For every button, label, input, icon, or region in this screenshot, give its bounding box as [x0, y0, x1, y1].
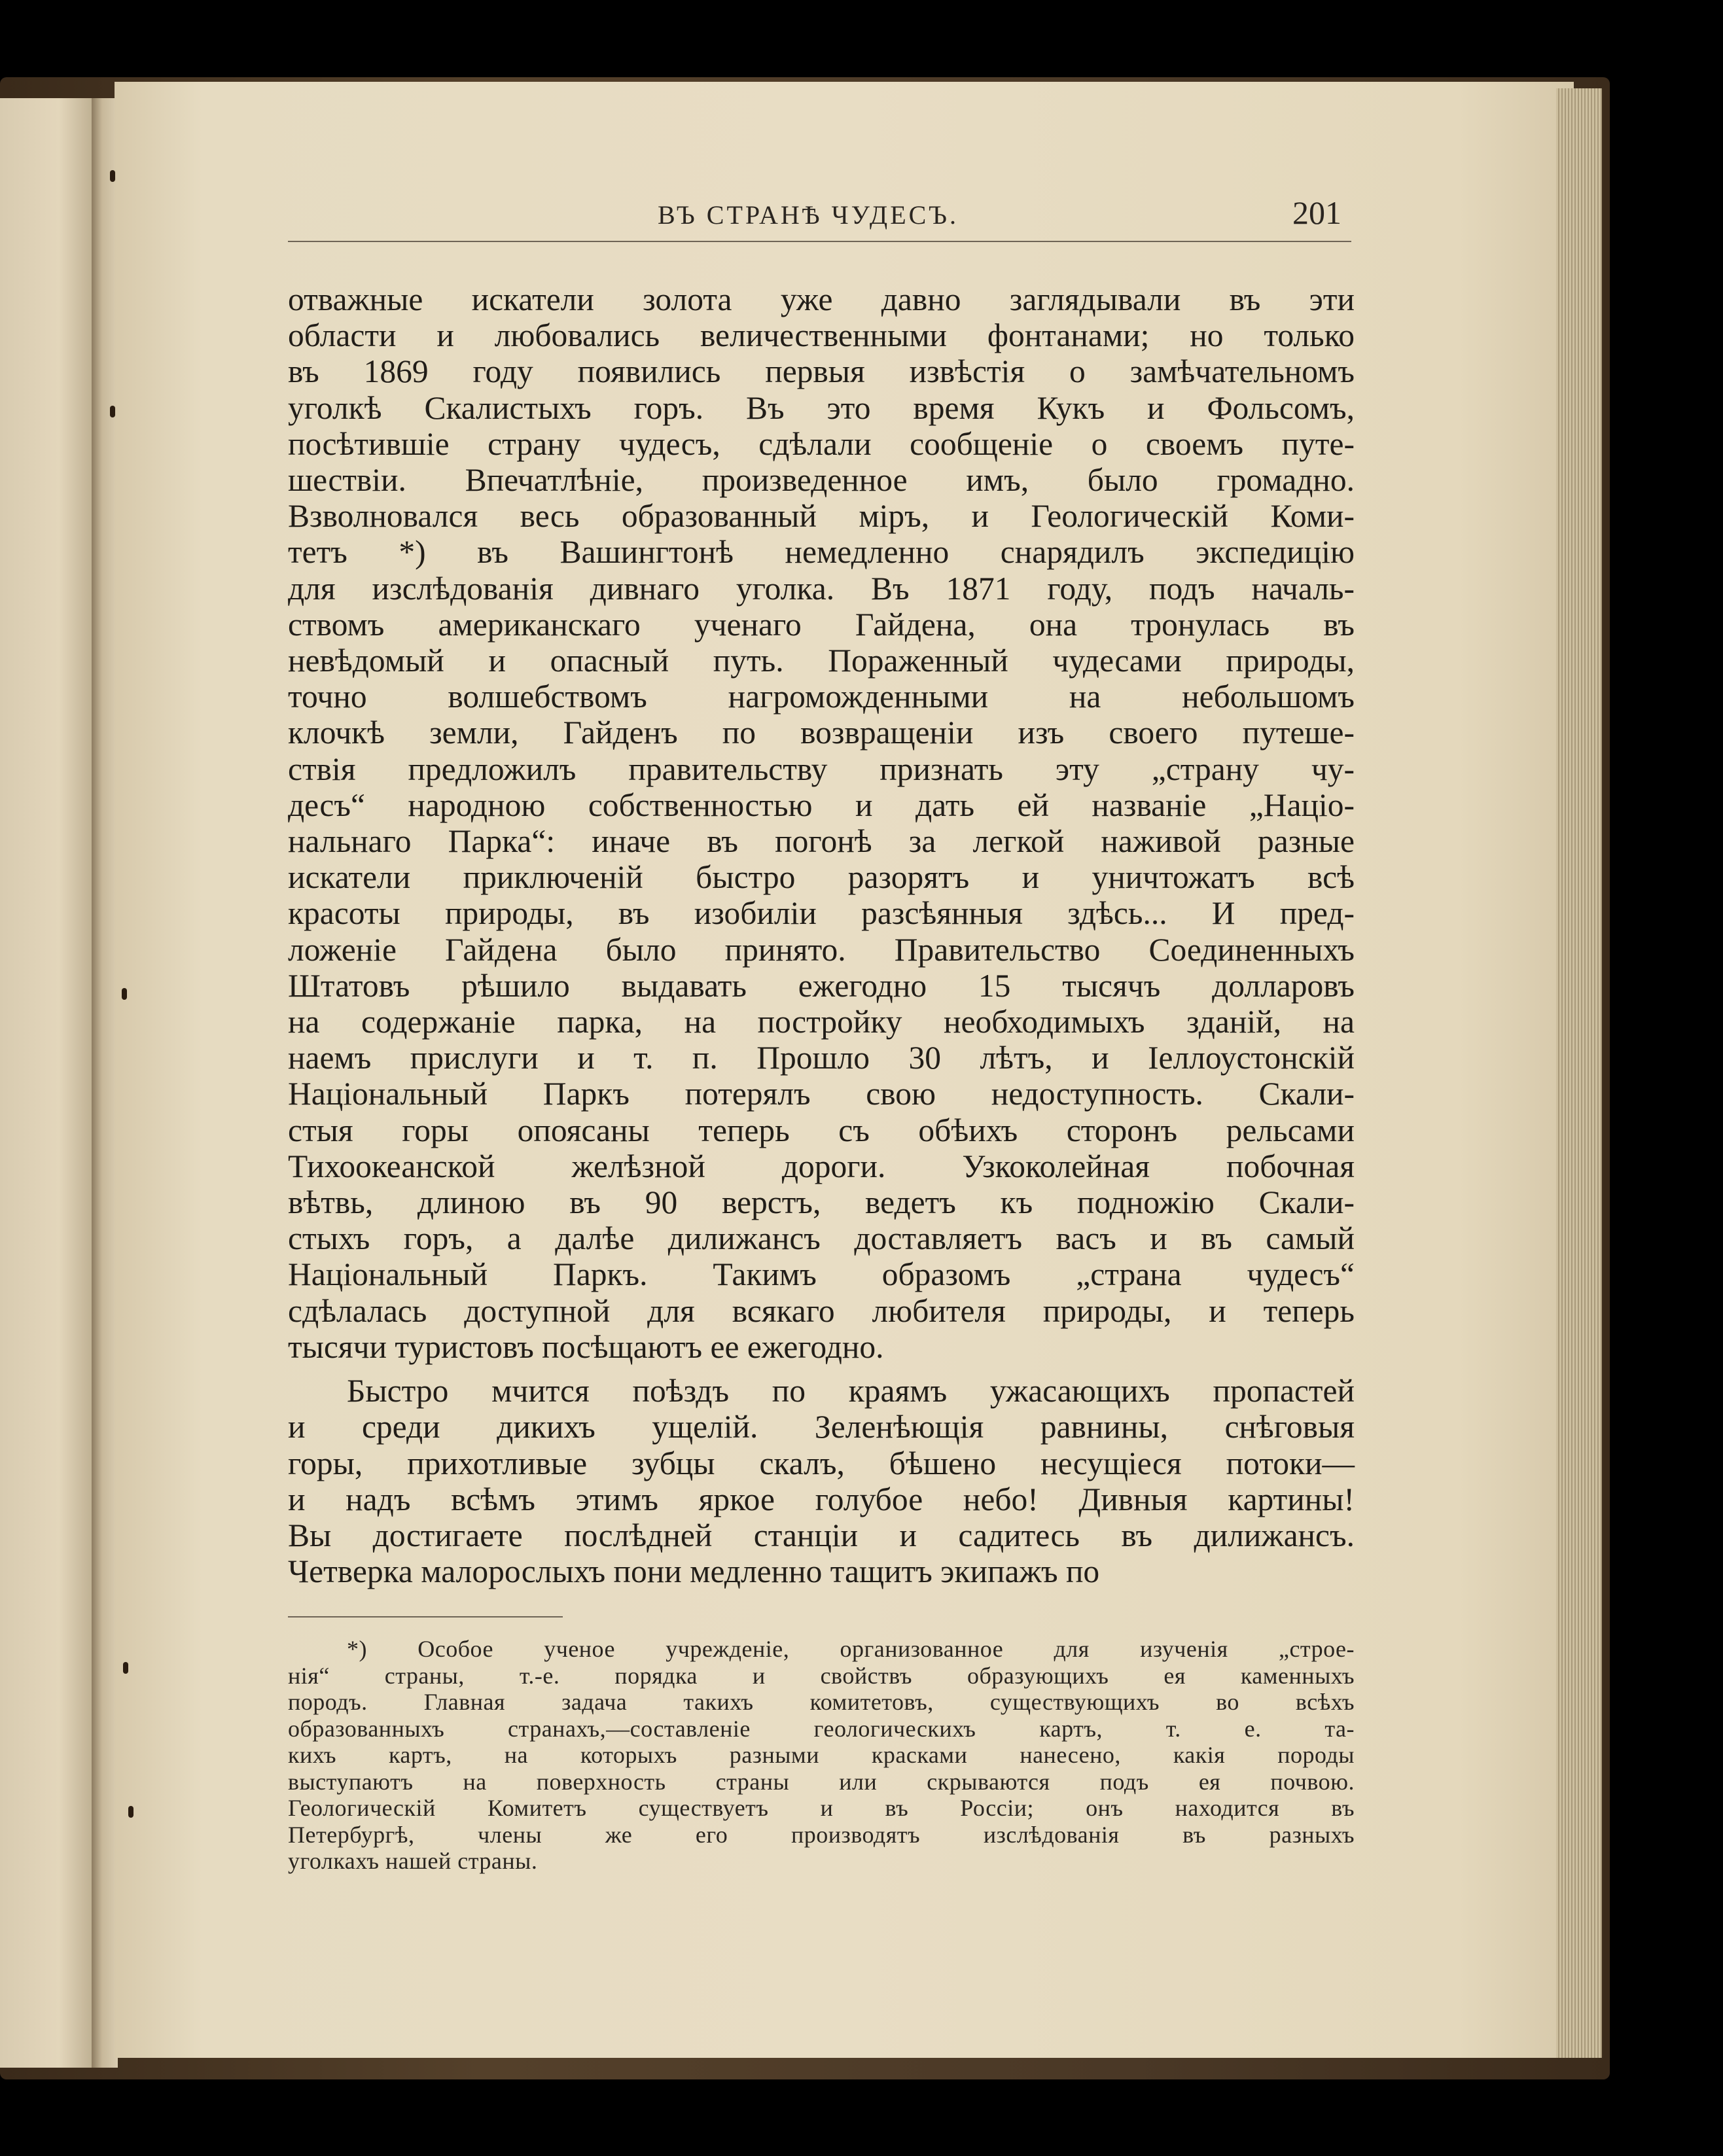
text-line: Штатовъ рѣшило выдавать ежегодно 15 тысячъ долларовъ — [288, 967, 1355, 1004]
binding-mark — [128, 1806, 133, 1818]
paragraph — [288, 1373, 1355, 1589]
text-line: выступаютъ на поверхность страны или скрываются подъ ея почвою. — [288, 1768, 1355, 1795]
binding-mark — [110, 406, 115, 417]
previous-page — [0, 98, 98, 2068]
paragraph — [288, 281, 1355, 1365]
text-line: области и любовались величественными фонтанами; но только — [288, 317, 1355, 354]
footnote-rule — [288, 1616, 563, 1617]
text-line: невѣдомый и опасный путь. Пораженный чудесами природы, — [288, 643, 1355, 679]
text-line: наемъ прислуги и т. п. Прошло 30 лѣтъ, и Іеллоустонскій — [288, 1040, 1355, 1076]
text-line: посѣтившіе страну чудесъ, сдѣлали сообщеніе о своемъ путе- — [288, 425, 1355, 462]
text-line: уголкѣ Скалистыхъ горъ. Въ это время Кукъ и Фольсомъ, — [288, 389, 1355, 426]
text-line: Вы достигаете послѣдней станціи и садитесь въ дилижансъ. — [288, 1517, 1355, 1553]
binding-mark — [110, 170, 115, 182]
text-line: Быстро мчится поѣздъ по краямъ ужасающихъ пропастей — [347, 1373, 1355, 1409]
text-line: Національный Паркъ. Такимъ образомъ „страна чудесъ“ — [288, 1256, 1355, 1293]
text-line: и надъ всѣмъ этимъ яркое голубое небо! Дивныя картины! — [288, 1481, 1355, 1517]
page-edges — [1556, 88, 1602, 2058]
text-line: тысячи туристовъ посѣщаютъ ее ежегодно. — [288, 1328, 884, 1365]
text-line: образованныхъ странахъ,—составленіе геологическихъ картъ, т. е. та- — [288, 1715, 1355, 1742]
text-line: отважные искатели золота уже давно заглядывали въ эти — [288, 281, 1355, 317]
header-rule — [288, 241, 1351, 242]
text-line: десъ“ народною собственностью и дать ей названіе „Націо- — [288, 786, 1355, 823]
text-line: горы, прихотливые зубцы скалъ, бѣшено несущіеся потоки— — [288, 1445, 1355, 1481]
text-line: уголкахъ нашей страны. — [288, 1848, 538, 1874]
text-line: ложеніе Гайдена было принято. Правительство Соединенныхъ — [288, 931, 1355, 968]
text-line: нальнаго Парка“: иначе въ погонѣ за легкой наживой разные — [288, 823, 1355, 860]
text-line: сдѣлалась доступной для всякаго любителя природы, и теперь — [288, 1292, 1355, 1329]
text-line: породъ. Главная задача такихъ комитетовъ, существующихъ во всѣхъ — [288, 1689, 1355, 1715]
text-line: искатели приключеній быстро разорятъ и уничтожатъ всѣ — [288, 859, 1355, 896]
gutter-shadow — [92, 98, 118, 2068]
body-text — [288, 281, 1355, 1589]
text-line: для изслѣдованія дивнаго уголка. Въ 1871 году, подъ началь- — [288, 570, 1355, 607]
binding-mark — [122, 988, 127, 1000]
text-line: шествіи. Впечатлѣніе, произведенное имъ, было громадно. — [288, 462, 1355, 499]
running-title: ВЪ СТРАНѢ ЧУДЕСЪ. — [658, 200, 959, 230]
text-line: Четверка малорослыхъ пони медленно тащитъ экипажъ по — [288, 1553, 1100, 1590]
text-line: тетъ *) въ Вашингтонѣ немедленно снарядилъ экспедицію — [288, 534, 1355, 571]
page-number: 201 — [1292, 194, 1341, 231]
text-line: стыхъ горъ, а далѣе дилижансъ доставляетъ васъ и въ самый — [288, 1220, 1355, 1257]
text-line: Геологическій Комитетъ существуетъ и въ Россіи; онъ находится въ — [288, 1795, 1355, 1821]
text-line: нія“ страны, т.-е. порядка и свойствъ образующихъ ея каменныхъ — [288, 1662, 1355, 1689]
text-line: Петербургѣ, члены же его производятъ изслѣдованія въ разныхъ — [288, 1821, 1355, 1848]
text-line: Тихоокеанской желѣзной дороги. Узкоколейная побочная — [288, 1148, 1355, 1184]
text-line: красоты природы, въ изобиліи разсѣянныя здѣсь... И пред- — [288, 895, 1355, 932]
text-line: на содержаніе парка, на постройку необходимыхъ зданій, на — [288, 1004, 1355, 1040]
text-line: *) Особое ученое учрежденіе, организованное для изученія „строе- — [347, 1636, 1355, 1662]
text-line: точно волшебствомъ нагроможденными на небольшомъ — [288, 679, 1355, 715]
text-line: вѣтвь, длиною въ 90 верстъ, ведетъ къ подножію Скали- — [288, 1184, 1355, 1221]
text-line: клочкѣ земли, Гайденъ по возвращеніи изъ своего путеше- — [288, 715, 1355, 751]
text-line: въ 1869 году появились первыя извѣстія о замѣчательномъ — [288, 353, 1355, 390]
binding-mark — [123, 1662, 128, 1674]
text-line: и среди дикихъ ущелій. Зеленѣющія равнины, снѣговыя — [288, 1409, 1355, 1445]
text-line: ствомъ американскаго ученаго Гайдена, она тронулась въ — [288, 606, 1355, 643]
text-line: ствія предложилъ правительству признать эту „страну чу- — [288, 751, 1355, 787]
text-line: Національный Паркъ потерялъ свою недоступность. Скали- — [288, 1076, 1355, 1112]
text-line: кихъ картъ, на которыхъ разными красками нанесено, какія породы — [288, 1742, 1355, 1768]
footnote — [288, 1636, 1355, 1875]
text-line: стыя горы опоясаны теперь съ обѣихъ сторонъ рельсами — [288, 1112, 1355, 1148]
text-line: Взволновался весь образованный міръ, и Геологическій Коми- — [288, 498, 1355, 535]
